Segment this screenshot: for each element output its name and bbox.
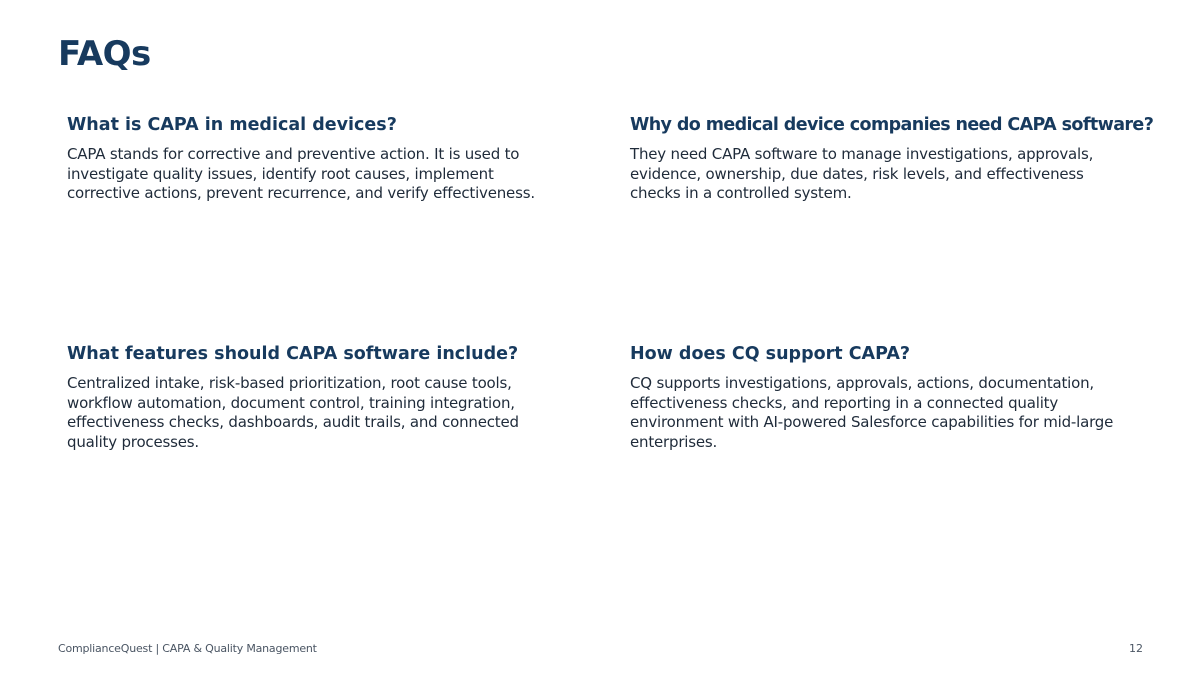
faq-item [67,113,567,204]
faq-item [630,342,1130,452]
page-title: FAQs [58,34,151,74]
faq-answer: They need CAPA software to manage investigations, approvals, evidence, ownership, due dates, risk levels, and effectiveness checks in a controlled system. [630,145,1094,202]
faq-question: What features should CAPA software include? [67,344,519,364]
faq-answer: Centralized intake, risk-based prioritization, root cause tools, workflow automation, document control, training integration, effectiveness checks, dashboards, audit trails, and connected quality processes. [67,374,519,451]
faq-answer: CAPA stands for corrective and preventive action. It is used to investigate quality issues, identify root causes, implement corrective actions, prevent recurrence, and verify effectiveness. [67,145,535,202]
faq-question: Why do medical device companies need CAPA software? [630,115,1154,135]
faq-item [630,113,1154,204]
faq-question: What is CAPA in medical devices? [67,115,397,135]
page-number: 12 [1129,642,1143,655]
faq-question: How does CQ support CAPA? [630,344,911,364]
footer-text: ComplianceQuest | CAPA & Quality Management [58,642,317,655]
faq-item [67,342,567,452]
faq-answer: CQ supports investigations, approvals, actions, documentation, effectiveness checks, and reporting in a connected quality environment with AI-powered Salesforce capabilities for mid-large enterprises. [630,374,1114,451]
